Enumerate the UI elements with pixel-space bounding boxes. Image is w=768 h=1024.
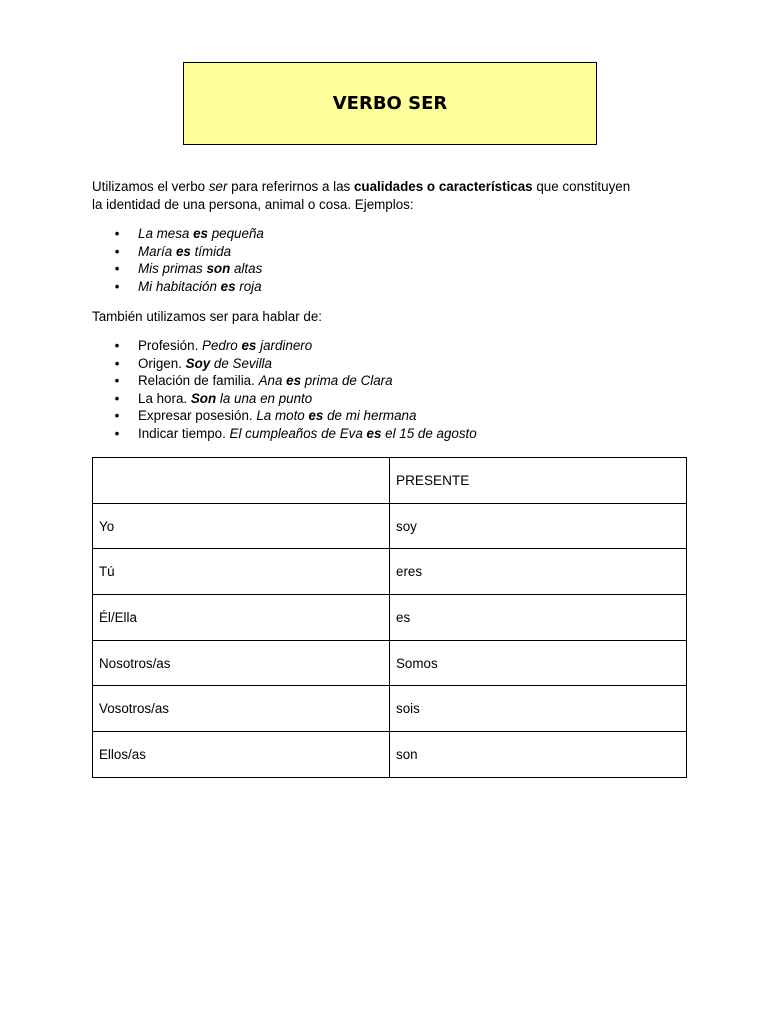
text-run: prima de Clara [301, 373, 393, 389]
bullet-icon: • [114, 243, 120, 259]
example-item [110, 278, 264, 296]
example-item [110, 260, 264, 278]
table-row [93, 686, 687, 732]
text-run: jardinero [256, 338, 313, 353]
table-row [93, 503, 687, 549]
text-run: Son [190, 390, 217, 406]
uses-intro: También utilizamos ser para hablar de: [92, 309, 322, 324]
conjugation-table [92, 457, 687, 778]
intro-paragraph [92, 178, 692, 213]
text-run: que constituyen [532, 179, 631, 194]
use-item [110, 407, 477, 425]
table-header-empty [93, 458, 390, 504]
verb-form-cell: es [390, 595, 687, 641]
text-run: roja [235, 278, 262, 294]
table-row [93, 595, 687, 641]
text-run: Soy [185, 355, 211, 371]
use-item [110, 372, 477, 390]
text-run: Ana [258, 373, 287, 389]
use-item [110, 390, 477, 408]
bullet-icon: • [114, 408, 120, 424]
pronoun-cell: Ellos/as [93, 732, 390, 778]
text-run: Utilizamos el verbo [92, 179, 209, 194]
table-row [93, 640, 687, 686]
pronoun-cell: Nosotros/as [93, 640, 390, 686]
text-run: de Sevilla [210, 355, 272, 371]
text-run: El cumpleaños de Eva [229, 425, 367, 441]
text-run: Indicar tiempo. [138, 425, 230, 441]
text-run: es [286, 373, 302, 389]
table-row [93, 549, 687, 595]
uses-list [110, 337, 477, 443]
text-run: Mi habitación [138, 278, 221, 294]
text-run: Profesión. [138, 338, 203, 353]
text-run: Mis primas [138, 261, 207, 277]
text-run: la una en punto [216, 390, 313, 406]
text-run: son [206, 261, 231, 277]
text-run: de mi hermana [323, 408, 417, 424]
pronoun-cell: Él/Ella [93, 595, 390, 641]
use-item [110, 337, 477, 355]
pronoun-cell: Yo [93, 503, 390, 549]
use-item [110, 425, 477, 443]
text-run: para referirnos a las [227, 179, 354, 194]
text-run: pequeña [208, 226, 264, 241]
bullet-icon: • [114, 338, 120, 353]
text-run: Expresar posesión. [138, 408, 257, 424]
verb-form-cell: sois [390, 686, 687, 732]
text-run: es [366, 425, 382, 441]
text-run: es [193, 226, 208, 241]
verb-form-cell: eres [390, 549, 687, 595]
bullet-icon: • [114, 278, 120, 294]
text-run: ser [208, 179, 228, 194]
example-item [110, 243, 264, 261]
pronoun-cell: Tú [93, 549, 390, 595]
page-title: VERBO SER [332, 93, 448, 114]
bullet-icon: • [114, 261, 120, 277]
pronoun-cell: Vosotros/as [93, 686, 390, 732]
table-header-presente: PRESENTE [390, 458, 687, 504]
verb-form-cell: Somos [390, 640, 687, 686]
text-run: la identidad de una persona, animal o cosa. Ejemplos: [92, 196, 414, 212]
verb-form-cell: soy [390, 503, 687, 549]
text-run: es [241, 338, 257, 353]
bullet-icon: • [114, 226, 120, 241]
text-run: es [308, 408, 324, 424]
text-run: Origen. [138, 355, 186, 371]
example-item [110, 225, 264, 243]
text-run: La mesa [138, 226, 194, 241]
text-run: es [220, 278, 236, 294]
text-run: tímida [190, 243, 232, 259]
text-run: es [175, 243, 191, 259]
verb-form-cell: son [390, 732, 687, 778]
text-run: altas [230, 261, 263, 277]
bullet-icon: • [114, 425, 120, 441]
text-run: Relación de familia. [138, 373, 259, 389]
table-header-row [93, 458, 687, 504]
text-run: cualidades o características [353, 179, 533, 194]
examples-list [110, 225, 264, 295]
bullet-icon: • [114, 390, 120, 406]
text-run: La hora. [138, 390, 191, 406]
title-box [183, 62, 597, 145]
bullet-icon: • [114, 355, 120, 371]
text-run: La moto [256, 408, 309, 424]
bullet-icon: • [114, 373, 120, 389]
text-run: Pedro [202, 338, 242, 353]
text-run: María [138, 243, 176, 259]
table-row [93, 732, 687, 778]
text-run: el 15 de agosto [381, 425, 477, 441]
use-item [110, 355, 477, 373]
